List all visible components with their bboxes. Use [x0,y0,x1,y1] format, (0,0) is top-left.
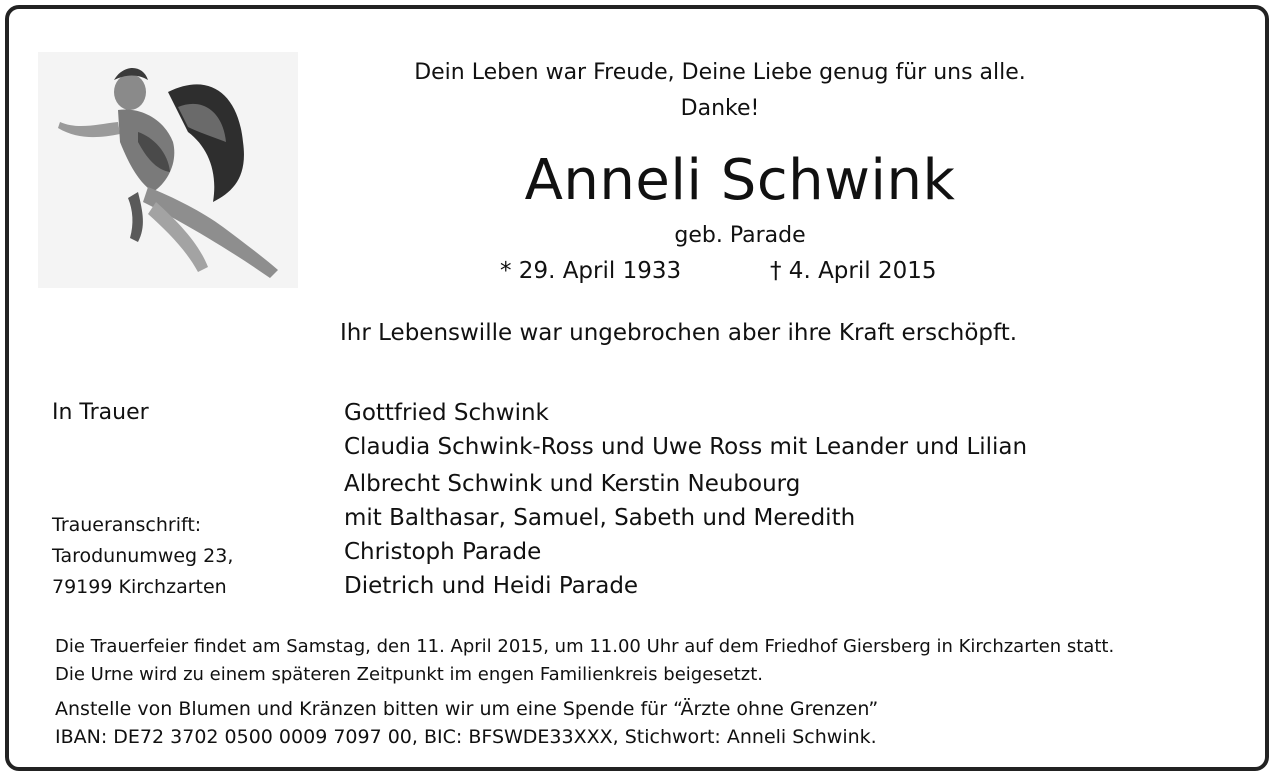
maiden-name: geb. Parade [674,223,806,248]
angel-illustration [38,52,298,288]
mourner-line: Christoph Parade [344,539,542,565]
service-info-line-1: Die Trauerfeier findet am Samstag, den 11. April 2015, um 11.00 Uhr auf dem Friedhof Giersberg in Kirchzarten statt. [55,636,1115,657]
mourner-line: Gottfried Schwink [344,400,549,426]
address-label: Traueranschrift: [52,514,202,536]
donation-line-1: Anstelle von Blumen und Kränzen bitten wir um eine Spende für “Ärzte ohne Grenzen” [55,698,879,720]
mourning-label: In Trauer [52,400,149,425]
quote-line-2: Danke! [680,96,760,121]
deceased-name: Anneli Schwink [524,148,956,213]
birth-date: * 29. April 1933 [500,258,682,284]
donation-line-2: IBAN: DE72 3702 0500 0009 7097 00, BIC: BFSWDE33XXX, Stichwort: Anneli Schwink. [55,726,877,748]
service-info-line-2: Die Urne wird zu einem späteren Zeitpunkt im engen Familienkreis beigesetzt. [55,664,764,685]
address-city: 79199 Kirchzarten [52,576,227,598]
motto: Ihr Lebenswille war ungebrochen aber ihre Kraft erschöpft. [340,320,1018,346]
mourner-line: Dietrich und Heidi Parade [344,573,639,599]
quote-line-1: Dein Leben war Freude, Deine Liebe genug für uns alle. [414,60,1026,85]
mourner-line: mit Balthasar, Samuel, Sabeth und Meredith [344,505,856,531]
address-street: Tarodunumweg 23, [52,545,234,567]
mourner-line: Albrecht Schwink und Kerstin Neubourg [344,471,801,497]
mourner-line: Claudia Schwink-Ross und Uwe Ross mit Leander und Lilian [344,434,1028,460]
death-date: † 4. April 2015 [770,258,937,284]
